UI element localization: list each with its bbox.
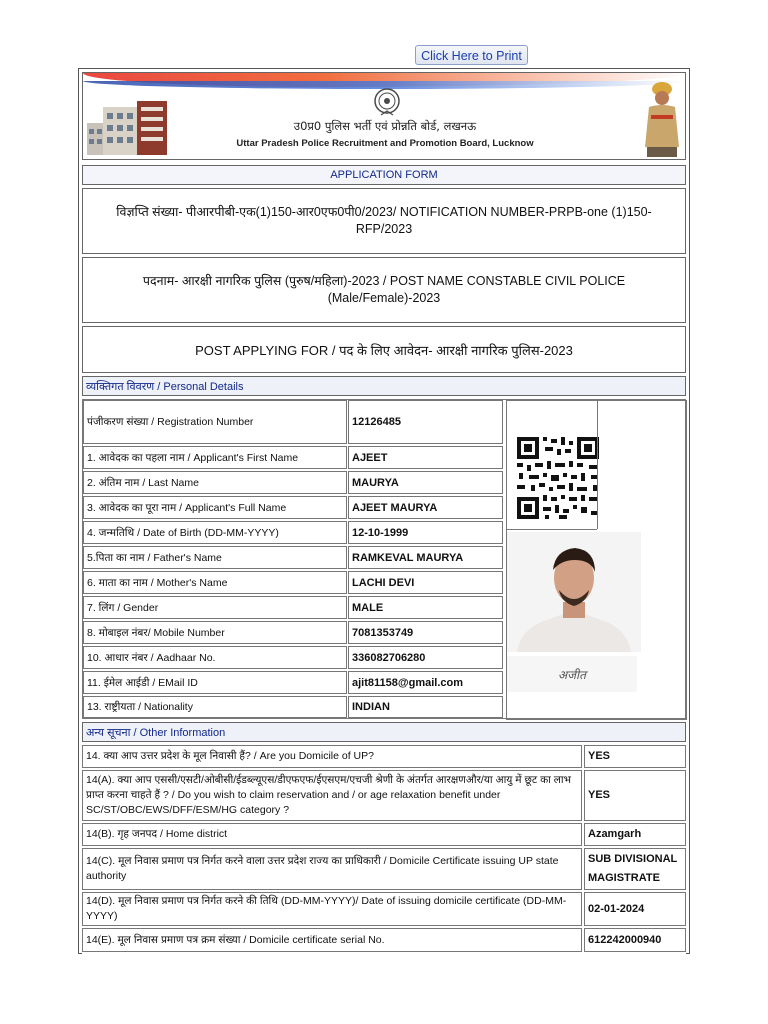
mother-name-value: LACHI DEVI [348, 571, 503, 594]
mobile-number-value: 7081353749 [348, 621, 503, 644]
issue-date-value: 02-01-2024 [584, 892, 686, 926]
registration-number-value: 12126485 [348, 400, 503, 444]
row-label: 14(A). क्या आप एससी/एसटी/ओबीसी/ईडब्ल्यूएस/डीएफएफ/ईएसएम/एचजी श्रेणी के अंतर्गत आरक्षणऔर/या आयु में छूट का लाभ प्राप्त करना चाहते हैं ? / Do you wish to claim reservation and / or age relaxation benefit under SC/ST/OBC/EWS/DFF/ESM/HG category ? [82, 770, 582, 821]
nationality-value: INDIAN [348, 696, 503, 718]
building-image-icon [87, 95, 173, 155]
print-button[interactable]: Click Here to Print [415, 45, 528, 65]
father-name-value: RAMKEVAL MAURYA [348, 546, 503, 569]
notification-number: विज्ञप्ति संख्या- पीआरपीबी-एक(1)150-आर0एफ0पी0/2023/ NOTIFICATION NUMBER-PRPB-one (1)150-RFP/2023 [82, 188, 686, 254]
personal-details-table [82, 399, 686, 719]
application-form [78, 68, 690, 954]
domicile-up-value: YES [584, 745, 686, 768]
last-name-value: MAURYA [348, 471, 503, 494]
row-label: 14(D). मूल निवास प्रमाण पत्र निर्गत करने की तिथि (DD-MM-YYYY)/ Date of issuing domicile certificate (DD-MM-YYYY) [82, 892, 582, 926]
row-label: 3. आवेदक का पूरा नाम / Applicant's Full Name [83, 496, 347, 519]
row-label: 14. क्या आप उत्तर प्रदेश के मूल निवासी हैं? / Are you Domicile of UP? [82, 745, 582, 768]
row-label: 1. आवेदक का पहला नाम / Applicant's First Name [83, 446, 347, 469]
qr-code-icon [515, 435, 601, 521]
row-label: 14(E). मूल निवास प्रमाण पत्र क्रम संख्या / Domicile certificate serial No. [82, 928, 582, 952]
email-value: ajit81158@gmail.com [348, 671, 503, 694]
first-name-value: AJEET [348, 446, 503, 469]
row-label: 13. राष्ट्रीयता / Nationality [83, 696, 347, 718]
other-information-heading: अन्य सूचना / Other Information [82, 722, 686, 742]
row-label: 8. मोबाइल नंबर/ Mobile Number [83, 621, 347, 644]
row-label: 2. अंतिम नाम / Last Name [83, 471, 347, 494]
home-district-value: Azamgarh [584, 823, 686, 846]
row-label: पंजीकरण संख्या / Registration Number [83, 400, 347, 444]
row-label: 11. ईमेल आईडी / EMail ID [83, 671, 347, 694]
row-label: 14(B). गृह जनपद / Home district [82, 823, 582, 846]
aadhaar-value: 336082706280 [348, 646, 503, 669]
board-name-hindi: उ0प्र0 पुलिस भर्ती एवं प्रोन्नति बोर्ड, लखनऊ [293, 119, 477, 133]
row-label: 6. माता का नाम / Mother's Name [83, 571, 347, 594]
issuing-authority-value: SUB DIVISIONAL MAGISTRATE [584, 848, 686, 890]
police-officer-image-icon [639, 81, 685, 157]
photo-column [506, 400, 687, 720]
form-title: APPLICATION FORM [82, 165, 686, 185]
full-name-value: AJEET MAURYA [348, 496, 503, 519]
certificate-serial-value: 612242000940 [584, 928, 686, 952]
post-applying-for: POST APPLYING FOR / पद के लिए आवेदन- आरक्षी नागरिक पुलिस-2023 [82, 326, 686, 373]
applicant-photo-icon [507, 532, 641, 652]
police-emblem-icon [373, 87, 401, 117]
qr-separator [507, 529, 597, 530]
row-label: 10. आधार नंबर / Aadhaar No. [83, 646, 347, 669]
gender-value: MALE [348, 596, 503, 619]
row-label: 7. लिंग / Gender [83, 596, 347, 619]
header-banner [82, 72, 686, 160]
row-label: 14(C). मूल निवास प्रमाण पत्र निर्गत करने वाला उत्तर प्रदेश राज्य का प्राधिकारी / Domicile Certificate issuing UP state authority [82, 848, 582, 890]
reservation-claim-value: YES [584, 770, 686, 821]
other-information-table [82, 745, 686, 955]
personal-details-heading: व्यक्तिगत विवरण / Personal Details [82, 376, 686, 396]
row-label: 5.पिता का नाम / Father's Name [83, 546, 347, 569]
row-label: 4. जन्मतिथि / Date of Birth (DD-MM-YYYY) [83, 521, 347, 544]
dob-value: 12-10-1999 [348, 521, 503, 544]
signature: अजीत [507, 656, 637, 692]
post-name: पदनाम- आरक्षी नागरिक पुलिस (पुरुष/महिला)-2023 / POST NAME CONSTABLE CIVIL POLICE (Male/Female)-2023 [82, 257, 686, 323]
qr-side-line [597, 401, 598, 529]
board-name-english: Uttar Pradesh Police Recruitment and Promotion Board, Lucknow [236, 138, 534, 149]
